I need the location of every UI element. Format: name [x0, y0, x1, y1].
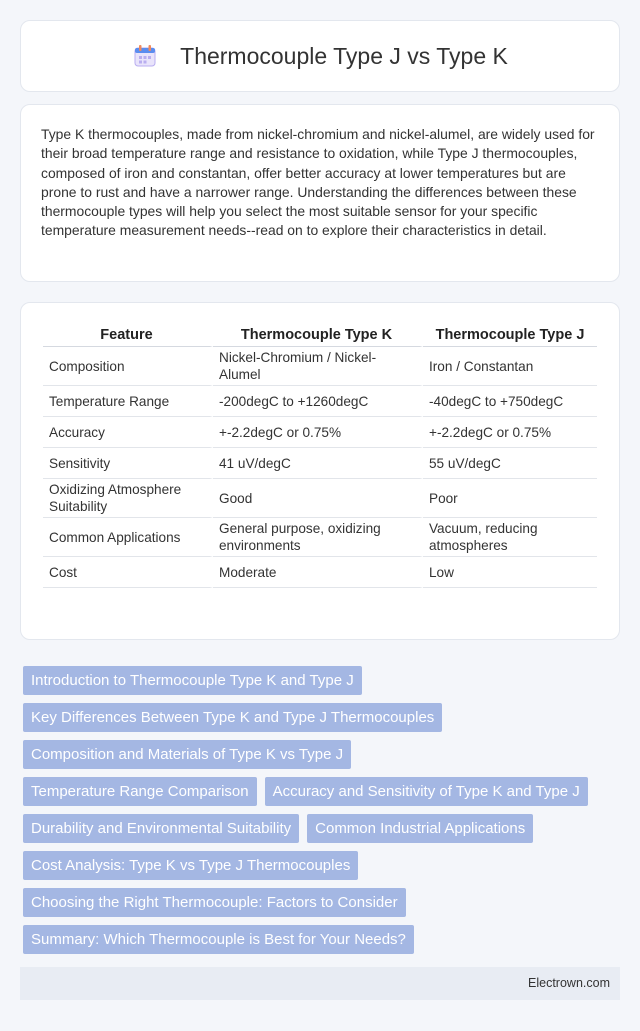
- intro-paragraph: Type K thermocouples, made from nickel-chromium and nickel-alumel, are widely used for their broad temperature range and resistance to oxidation, while Type J thermocouples, composed of iron and constantan, offer better accuracy at lower temperatures but are prone to rust and have a narrower range. Understanding the differences between these thermocouple types will help you select the most suitable sensor for your specific temperature measurement needs--read on to explore their characteristics in detail.: [41, 126, 595, 239]
- cell-type-j: -40degC to +750degC: [423, 386, 597, 417]
- cell-feature: Composition: [43, 347, 213, 386]
- page-title: Thermocouple Type J vs Type K: [180, 42, 508, 69]
- topic-link-composition[interactable]: Composition and Materials of Type K vs Type J: [23, 740, 351, 769]
- cell-feature: Sensitivity: [43, 448, 213, 479]
- cell-feature: Common Applications: [43, 518, 213, 557]
- cell-type-j: +-2.2degC or 0.75%: [423, 417, 597, 448]
- topic-link-cost-analysis[interactable]: Cost Analysis: Type K vs Type J Thermocouples: [23, 851, 358, 880]
- header-type-k: Thermocouple Type K: [213, 323, 423, 347]
- footer-brand: Electrown.com: [528, 976, 610, 990]
- topic-link-summary[interactable]: Summary: Which Thermocouple is Best for Your Needs?: [23, 925, 414, 954]
- cell-type-j: Low: [423, 557, 597, 588]
- cell-type-j: Poor: [423, 479, 597, 518]
- intro-card: [20, 104, 620, 282]
- topic-link-introduction[interactable]: Introduction to Thermocouple Type K and Type J: [23, 666, 362, 695]
- topic-link-accuracy-sensitivity[interactable]: Accuracy and Sensitivity of Type K and Type J: [265, 777, 588, 806]
- cell-type-k: Moderate: [213, 557, 423, 588]
- comparison-table-card: [20, 302, 620, 640]
- topic-link-temperature-range[interactable]: Temperature Range Comparison: [23, 777, 257, 806]
- header-feature: Feature: [43, 323, 213, 347]
- title-card: [20, 20, 620, 92]
- table-row: [43, 386, 597, 417]
- cell-feature: Temperature Range: [43, 386, 213, 417]
- header-type-j: Thermocouple Type J: [423, 323, 597, 347]
- footer: [20, 967, 620, 1000]
- cell-type-j: Iron / Constantan: [423, 347, 597, 386]
- cell-type-k: +-2.2degC or 0.75%: [213, 417, 423, 448]
- table-row: [43, 347, 597, 386]
- cell-feature: Accuracy: [43, 417, 213, 448]
- table-row: [43, 557, 597, 588]
- cell-feature: Cost: [43, 557, 213, 588]
- comparison-table: [43, 323, 597, 588]
- cell-type-j: Vacuum, reducing atmospheres: [423, 518, 597, 557]
- table-row: [43, 417, 597, 448]
- table-header-row: [43, 323, 597, 347]
- topic-links: [23, 666, 623, 962]
- calendar-icon: [132, 43, 158, 69]
- cell-type-k: 41 uV/degC: [213, 448, 423, 479]
- topic-link-key-differences[interactable]: Key Differences Between Type K and Type J Thermocouples: [23, 703, 442, 732]
- cell-type-k: Nickel-Chromium / Nickel-Alumel: [213, 347, 423, 386]
- cell-type-k: -200degC to +1260degC: [213, 386, 423, 417]
- cell-type-k: Good: [213, 479, 423, 518]
- table-row: [43, 448, 597, 479]
- topic-link-choosing[interactable]: Choosing the Right Thermocouple: Factors to Consider: [23, 888, 406, 917]
- cell-type-j: 55 uV/degC: [423, 448, 597, 479]
- table-row: [43, 518, 597, 557]
- table-row: [43, 479, 597, 518]
- cell-feature: Oxidizing Atmosphere Suitability: [43, 479, 213, 518]
- cell-type-k: General purpose, oxidizing environments: [213, 518, 423, 557]
- topic-link-durability[interactable]: Durability and Environmental Suitability: [23, 814, 299, 843]
- topic-link-applications[interactable]: Common Industrial Applications: [307, 814, 533, 843]
